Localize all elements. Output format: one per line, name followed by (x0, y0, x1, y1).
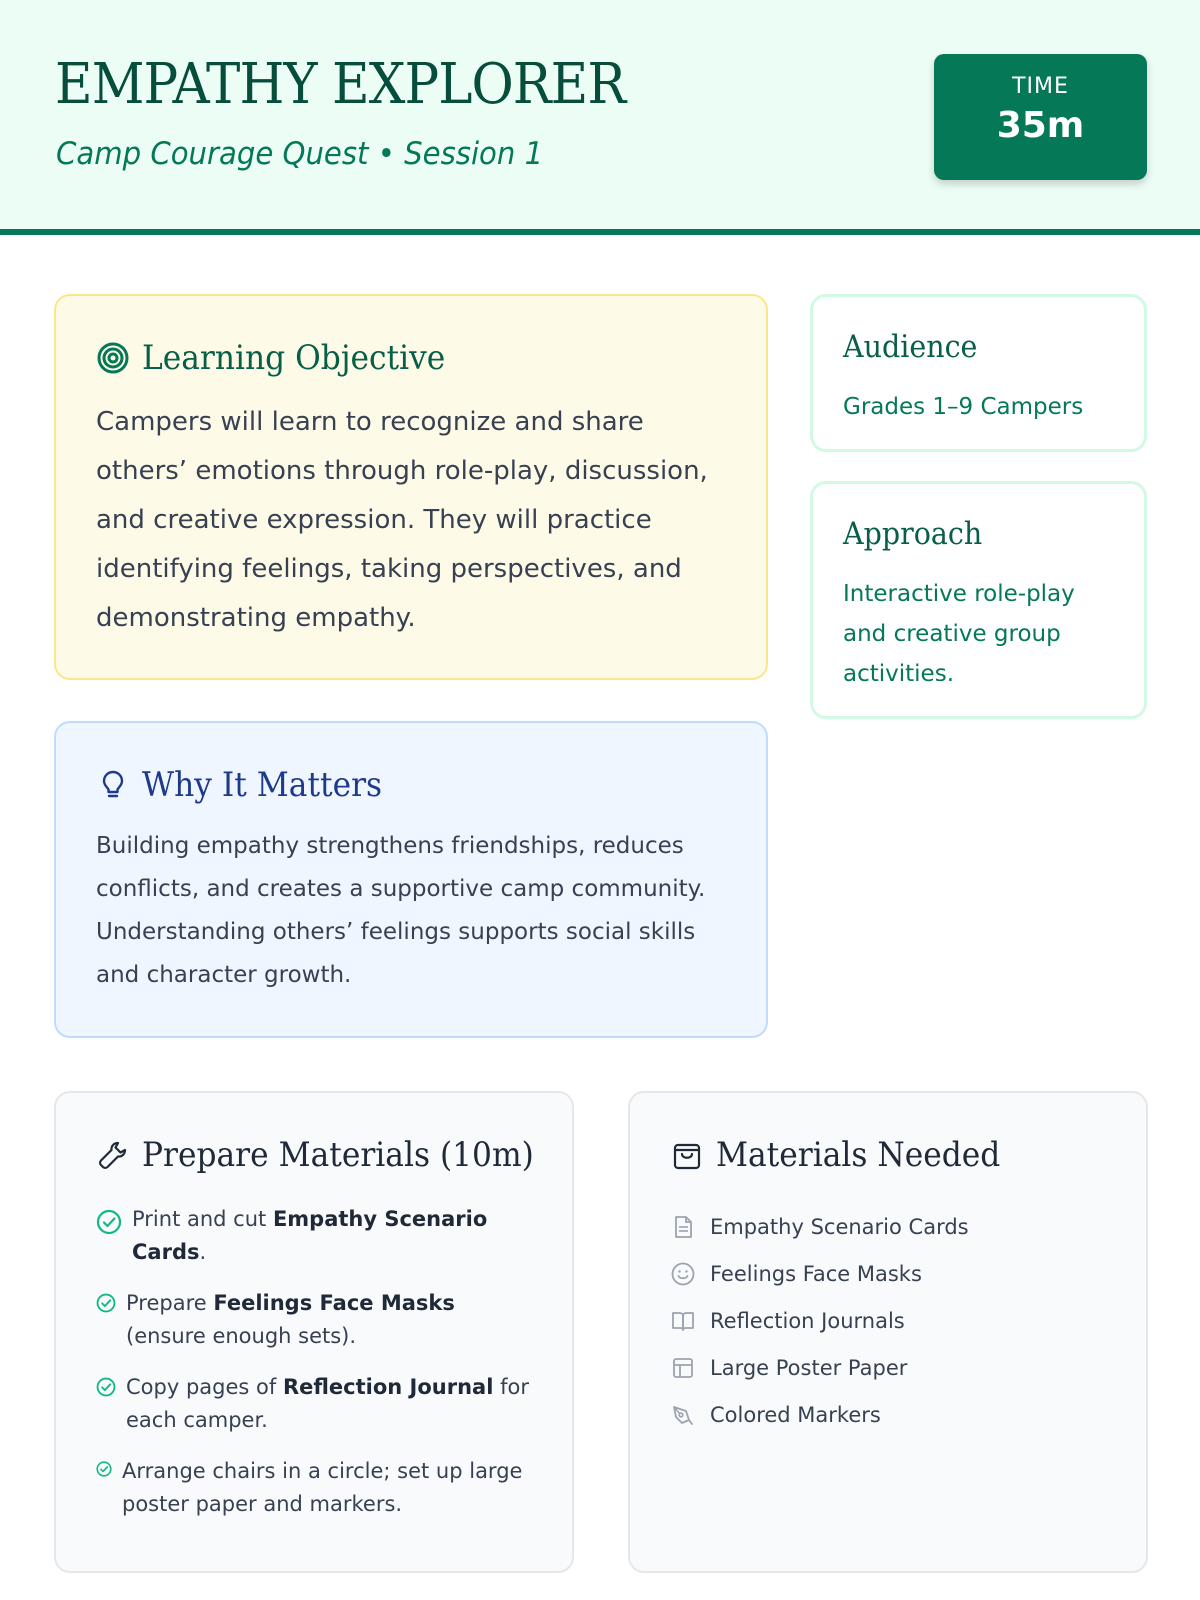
wrench-icon (96, 1138, 130, 1172)
prepare-materials-card (54, 1091, 574, 1573)
material-label: Empathy Scenario Cards (710, 1214, 969, 1239)
check-circle-icon (96, 1209, 122, 1235)
list-item (96, 1455, 536, 1521)
layout-icon (670, 1355, 696, 1381)
prepare-item-text: Arrange chairs in a circle; set up large poster paper and markers. (122, 1459, 523, 1516)
time-badge (934, 54, 1147, 180)
prepare-item-text: Print and cut Empathy Scenario Cards. (132, 1207, 488, 1264)
why-it-matters-title: Why It Matters (142, 765, 383, 805)
learning-objective-card (54, 294, 768, 680)
material-label: Feelings Face Masks (710, 1261, 922, 1286)
header (0, 0, 1200, 235)
prepare-item-text: Copy pages of Reflection Journal for each camper. (126, 1375, 529, 1432)
learning-objective-header (96, 338, 472, 378)
approach-card (810, 481, 1147, 719)
learning-objective-title: Learning Objective (142, 338, 446, 378)
page-title: EMPATHY EXPLORER (55, 52, 626, 117)
materials-list (670, 1203, 1110, 1438)
time-label: TIME (1012, 74, 1069, 99)
materials-needed-title: Materials Needed (716, 1135, 1001, 1175)
page-subtitle: Camp Courage Quest • Session 1 (56, 136, 544, 172)
prepare-materials-title: Prepare Materials (10m) (142, 1135, 534, 1175)
list-item (96, 1203, 536, 1269)
file-icon (670, 1214, 696, 1240)
pen-icon (670, 1402, 696, 1428)
audience-text: Grades 1–9 Campers (843, 394, 1084, 420)
list-item (96, 1287, 536, 1353)
prepare-list (96, 1203, 536, 1539)
material-label: Reflection Journals (710, 1308, 905, 1333)
audience-title: Audience (843, 329, 978, 365)
why-it-matters-text: Building empathy strengthens friendships, reduces conflicts, and creates a supportive camp community. Understanding others’ feelings supports social skills and character growth. (96, 833, 706, 988)
time-value: 35m (996, 105, 1085, 146)
check-circle-icon (96, 1461, 112, 1477)
list-item (670, 1203, 1110, 1250)
list-item (670, 1391, 1110, 1438)
book-icon (670, 1308, 696, 1334)
prepare-item-text: Prepare Feelings Face Masks (ensure enough sets). (126, 1291, 455, 1348)
list-item (670, 1297, 1110, 1344)
check-circle-icon (96, 1293, 116, 1313)
prepare-materials-header (96, 1135, 568, 1175)
audience-card (810, 294, 1147, 452)
lightbulb-icon (96, 768, 130, 802)
materials-needed-header (670, 1135, 1025, 1175)
material-label: Large Poster Paper (710, 1355, 908, 1380)
bag-icon (670, 1138, 704, 1172)
list-item (670, 1344, 1110, 1391)
material-label: Colored Markers (710, 1402, 881, 1427)
why-it-matters-header (96, 765, 403, 805)
why-it-matters-card (54, 721, 768, 1038)
learning-objective-text: Campers will learn to recognize and share others’ emotions through role-play, discussion, and creative expression. They will practice identifying feelings, taking perspectives, and demonstrating empathy. (96, 407, 708, 633)
check-circle-icon (96, 1377, 116, 1397)
approach-text: Interactive role-play and creative group activities. (843, 581, 1075, 687)
materials-needed-card (628, 1091, 1148, 1573)
approach-title: Approach (843, 516, 983, 552)
target-icon (96, 341, 130, 375)
list-item (670, 1250, 1110, 1297)
list-item (96, 1371, 536, 1437)
smile-icon (670, 1261, 696, 1287)
